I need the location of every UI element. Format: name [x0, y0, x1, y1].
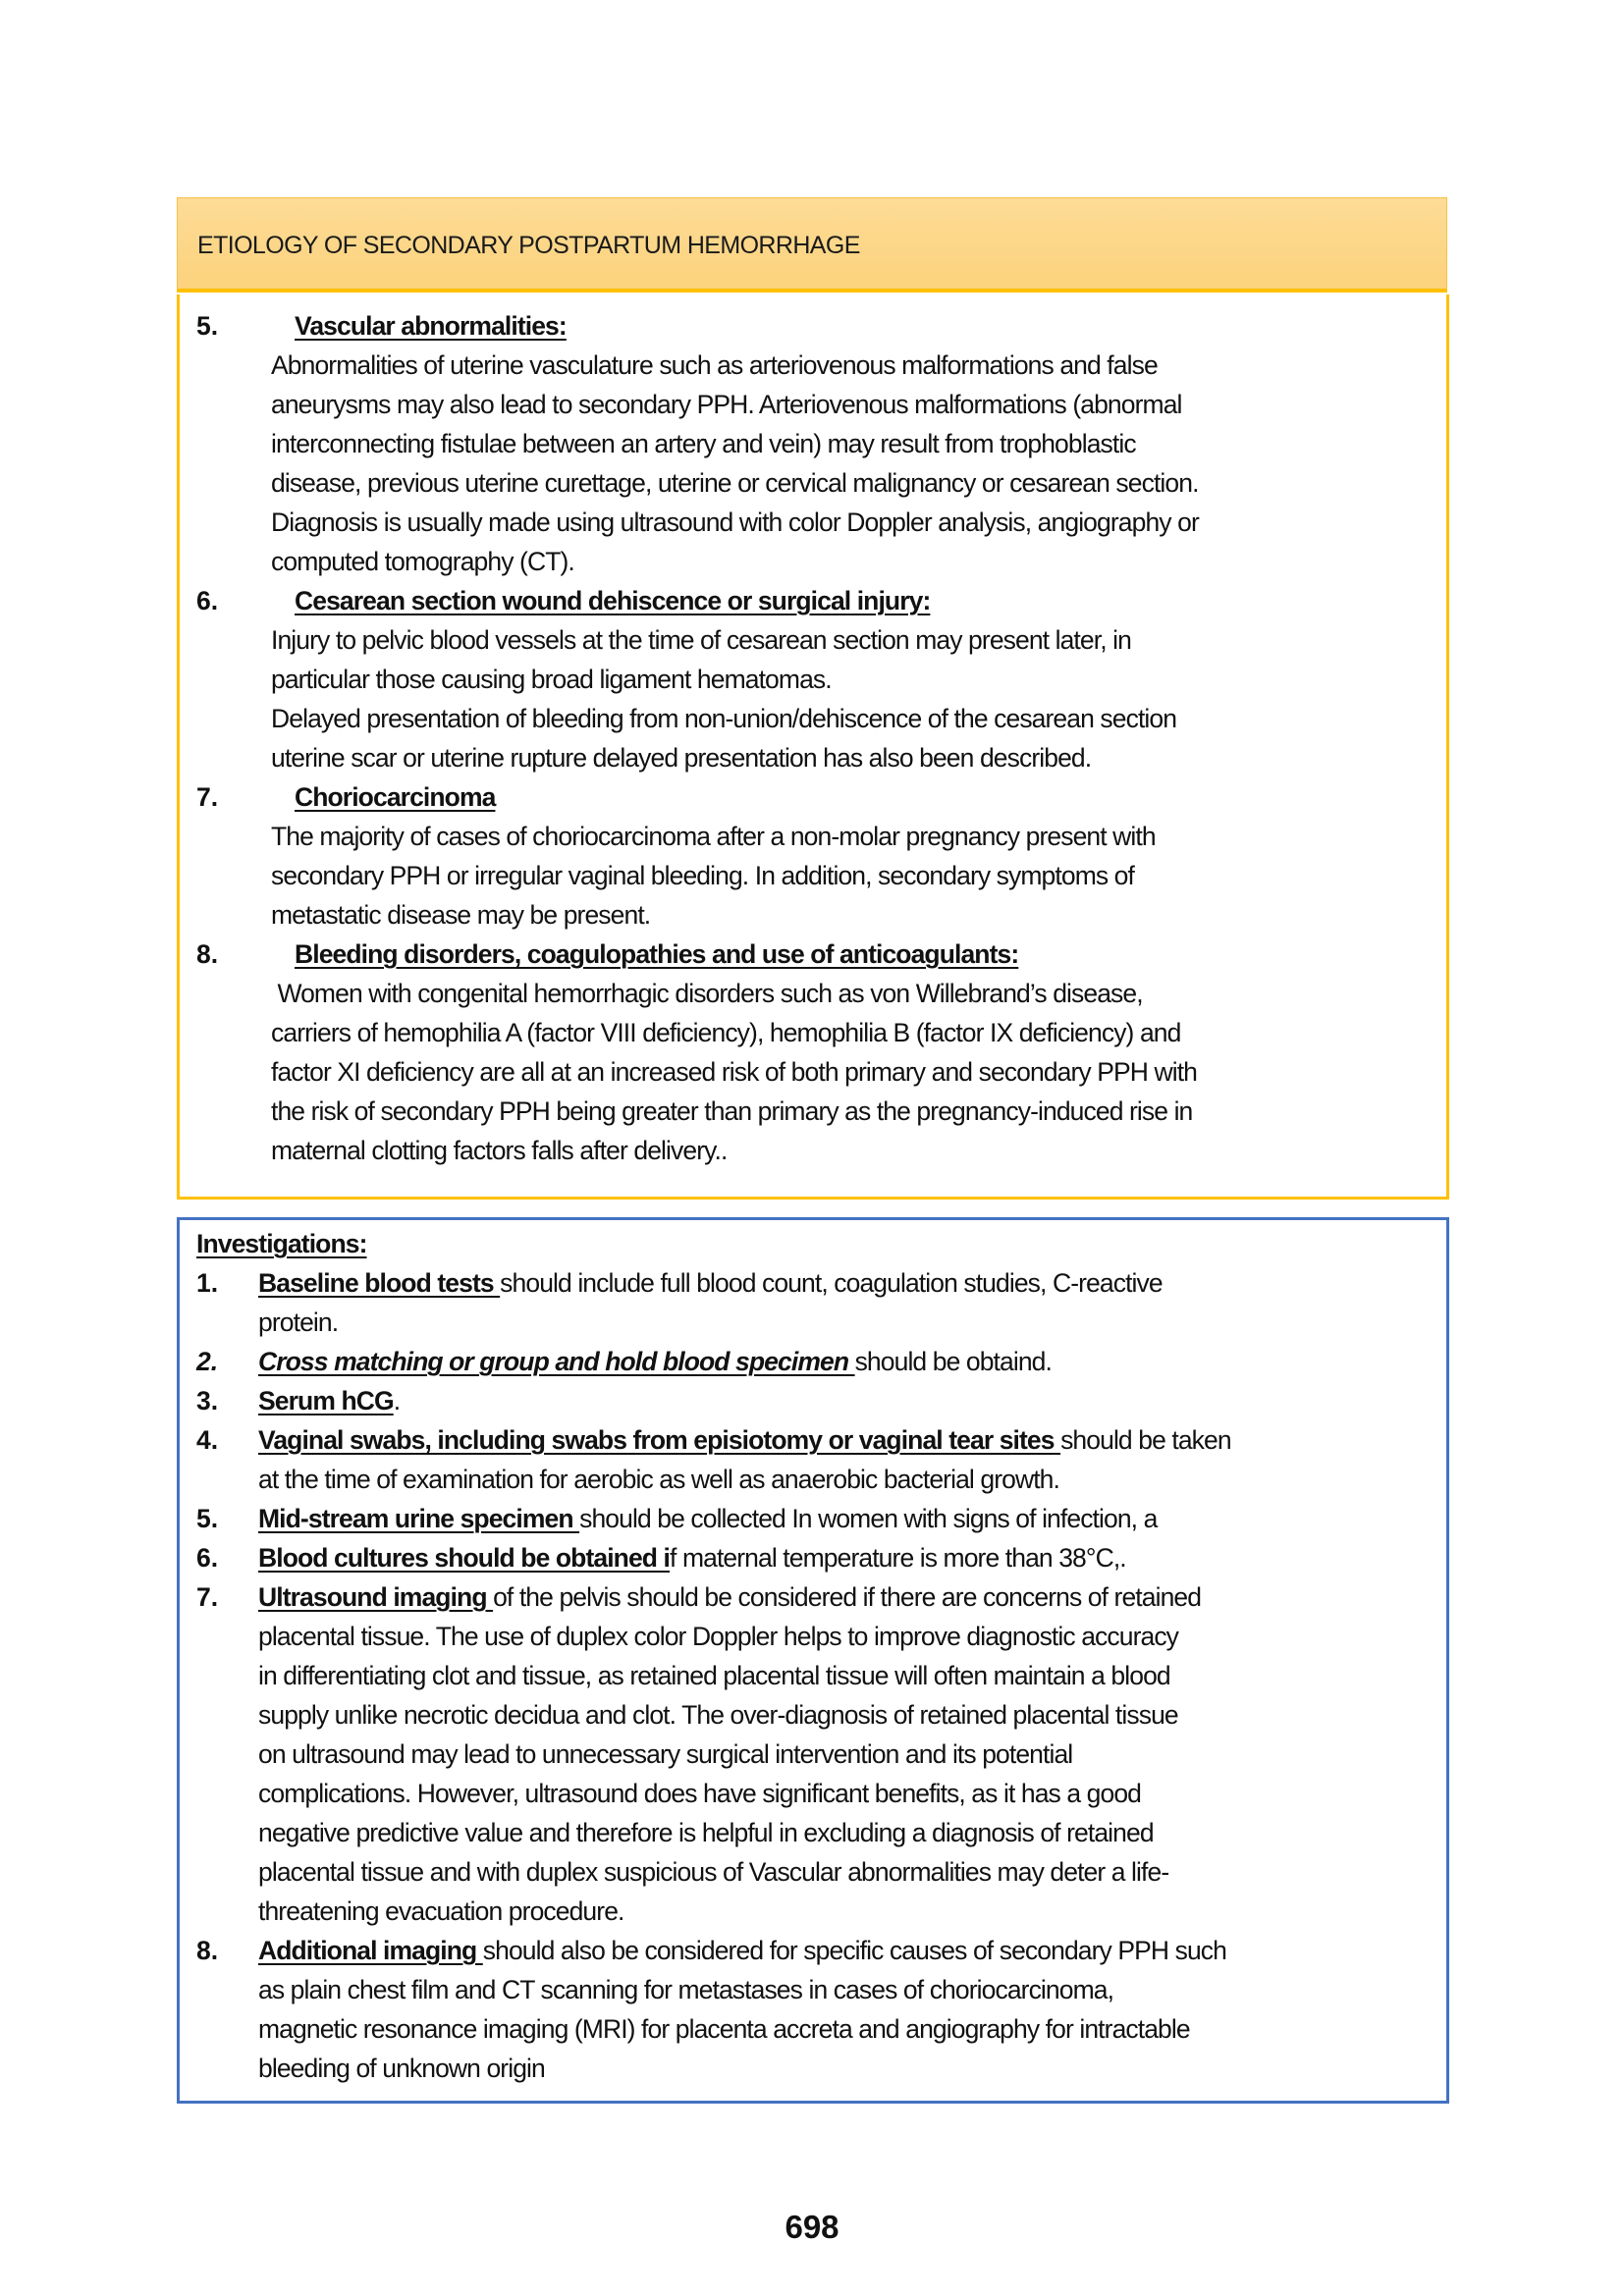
investigation-item-text-line: in differentiating clot and tissue, as retained placental tissue will often maintain a blood	[258, 1661, 1170, 1690]
investigation-item-number: 5.	[196, 1504, 219, 1533]
investigation-item-number: 6.	[196, 1543, 219, 1573]
etiology-item-number: 7.	[196, 782, 219, 812]
investigation-item-heading: Ultrasound imaging	[258, 1582, 494, 1612]
investigation-item	[258, 1420, 1231, 1460]
investigation-item-heading: Baseline blood tests	[258, 1268, 501, 1298]
investigation-item-text-line: as plain chest film and CT scanning for metastases in cases of choriocarcinoma,	[258, 1975, 1114, 2004]
investigation-item-number: 8.	[196, 1936, 219, 1965]
investigation-item-text: f maternal temperature is more than 38°C,.	[670, 1543, 1126, 1573]
investigation-item-text: should be taken	[1060, 1425, 1231, 1455]
investigation-item-text: should be collected In women with signs of infection, a	[579, 1504, 1158, 1533]
etiology-item-text-line: carriers of hemophilia A (factor VIII deficiency), hemophilia B (factor IX deficiency) and	[271, 1018, 1181, 1047]
investigation-item-heading: Blood cultures should be obtained i	[258, 1543, 671, 1573]
etiology-item-text-line: Abnormalities of uterine vasculature such as arteriovenous malformations and false	[271, 350, 1158, 380]
etiology-item-heading: Vascular abnormalities:	[295, 311, 567, 341]
investigation-item-number: 3.	[196, 1386, 219, 1415]
investigation-item-number: 7.	[196, 1582, 219, 1612]
investigation-item	[258, 1263, 1163, 1303]
investigation-item-text-line: placental tissue. The use of duplex color Doppler helps to improve diagnostic accuracy	[258, 1622, 1179, 1651]
etiology-item-text-line: disease, previous uterine curettage, uterine or cervical malignancy or cesarean section.	[271, 468, 1199, 498]
investigation-item	[258, 1342, 1052, 1381]
investigation-item-text-line: bleeding of unknown origin	[258, 2054, 545, 2083]
etiology-item-text-line: uterine scar or uterine rupture delayed presentation has also been described.	[271, 743, 1092, 773]
etiology-item-text-line: interconnecting fistulae between an artery and vein) may result from trophoblastic	[271, 429, 1136, 458]
etiology-item-number: 8.	[196, 939, 219, 969]
page-number: 698	[785, 2209, 839, 2245]
investigation-item-number: 1.	[196, 1268, 219, 1298]
investigation-item-text-line: at the time of examination for aerobic as well as anaerobic bacterial growth.	[258, 1465, 1059, 1494]
etiology-item-text-line: Women with congenital hemorrhagic disorders such as von Willebrand’s disease,	[271, 979, 1143, 1008]
investigation-item-heading: Serum hCG	[258, 1386, 394, 1415]
section-header	[177, 197, 1447, 293]
investigation-item-heading: Additional imaging	[258, 1936, 483, 1965]
etiology-item-heading: Choriocarcinoma	[295, 782, 496, 812]
investigation-item-number: 4.	[196, 1425, 219, 1455]
investigation-item-text: of the pelvis should be considered if there are concerns of retained	[493, 1582, 1202, 1612]
etiology-item-text-line: maternal clotting factors falls after delivery..	[271, 1136, 728, 1165]
investigation-item-text-line: magnetic resonance imaging (MRI) for placenta accreta and angiography for intractable	[258, 2014, 1190, 2044]
etiology-item-heading: Cesarean section wound dehiscence or surgical injury:	[295, 586, 931, 615]
etiology-item-text-line: computed tomography (CT).	[271, 547, 574, 576]
etiology-item-text-line: particular those causing broad ligament hematomas.	[271, 665, 832, 694]
investigation-item	[258, 1577, 1201, 1617]
investigation-item	[258, 1931, 1226, 1970]
etiology-item-text-line: metastatic disease may be present.	[271, 900, 651, 930]
investigation-item-text-line: negative predictive value and therefore is helpful in excluding a diagnosis of retained	[258, 1818, 1154, 1847]
investigation-item-text: should also be considered for specific causes of secondary PPH such	[482, 1936, 1226, 1965]
etiology-item-text-line: secondary PPH or irregular vaginal bleeding. In addition, secondary symptoms of	[271, 861, 1134, 890]
investigation-item-text-line: protein.	[258, 1308, 339, 1337]
etiology-item-text-line: factor XI deficiency are all at an increased risk of both primary and secondary PPH with	[271, 1057, 1198, 1087]
etiology-item-heading: Bleeding disorders, coagulopathies and use of anticoagulants:	[295, 939, 1019, 969]
investigation-item	[258, 1381, 400, 1420]
etiology-item-text-line: Diagnosis is usually made using ultrasound with color Doppler analysis, angiography or	[271, 507, 1199, 537]
investigation-item-heading: Mid-stream urine specimen	[258, 1504, 580, 1533]
investigation-item	[258, 1538, 1126, 1577]
investigation-item	[258, 1499, 1157, 1538]
etiology-item-text-line: Delayed presentation of bleeding from non-union/dehiscence of the cesarean section	[271, 704, 1177, 733]
investigation-item-heading: Vaginal swabs, including swabs from episiotomy or vaginal tear sites	[258, 1425, 1061, 1455]
investigation-item-text: should be obtaind.	[854, 1347, 1052, 1376]
etiology-item-text-line: The majority of cases of choriocarcinoma after a non-molar pregnancy present with	[271, 822, 1156, 851]
investigation-item-text-line: on ultrasound may lead to unnecessary surgical intervention and its potential	[258, 1739, 1073, 1769]
etiology-item-number: 6.	[196, 586, 219, 615]
etiology-item-text-line: aneurysms may also lead to secondary PPH. Arteriovenous malformations (abnormal	[271, 390, 1182, 419]
investigation-item-number: 2.	[196, 1347, 219, 1376]
investigation-item-text-line: placental tissue and with duplex suspicious of Vascular abnormalities may deter a life-	[258, 1857, 1169, 1887]
investigation-item-text-line: complications. However, ultrasound does have significant benefits, as it has a good	[258, 1779, 1142, 1808]
investigation-item-text-line: threatening evacuation procedure.	[258, 1896, 624, 1926]
investigation-item-text: .	[393, 1386, 401, 1415]
section-title: ETIOLOGY OF SECONDARY POSTPARTUM HEMORRHAGE	[197, 232, 860, 259]
etiology-item-text-line: Injury to pelvic blood vessels at the time of cesarean section may present later, in	[271, 625, 1131, 655]
investigation-item-heading: Cross matching or group and hold blood specimen	[258, 1347, 855, 1376]
investigation-item-text-line: supply unlike necrotic decidua and clot. The over-diagnosis of retained placental tissue	[258, 1700, 1178, 1730]
etiology-item-number: 5.	[196, 311, 219, 341]
investigation-item-text: should include full blood count, coagulation studies, C-reactive	[500, 1268, 1163, 1298]
investigations-title: Investigations:	[196, 1229, 367, 1258]
etiology-item-text-line: the risk of secondary PPH being greater than primary as the pregnancy-induced rise in	[271, 1096, 1193, 1126]
